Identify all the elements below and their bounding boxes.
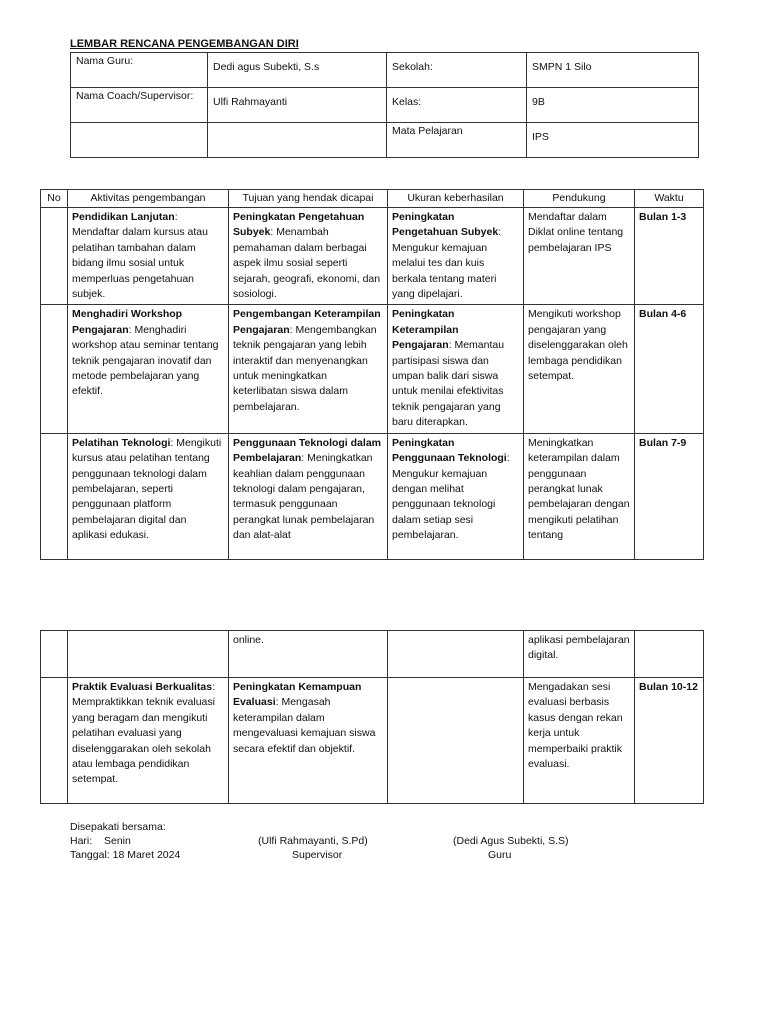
tanggal-text: Tanggal: 18 Maret 2024 bbox=[70, 849, 181, 861]
header-row bbox=[41, 190, 704, 208]
hari-value: Senin bbox=[104, 835, 131, 847]
plan-table-continued bbox=[40, 630, 704, 804]
tujuan-title: Penggunaan Teknologi dalam Pembelajaran bbox=[233, 436, 381, 465]
header-ukuran: Ukuran keberhasilan bbox=[388, 190, 524, 208]
ukuran-cell bbox=[388, 631, 524, 678]
empty-cell bbox=[71, 123, 208, 158]
waktu-cell: Bulan 4-6 bbox=[635, 305, 704, 433]
aktivitas-title: Menghadiri Workshop Pengajaran bbox=[72, 308, 183, 336]
row-no bbox=[41, 631, 68, 678]
aktivitas-cell bbox=[68, 631, 229, 678]
table-row bbox=[41, 208, 704, 305]
table-row bbox=[41, 305, 704, 433]
aktivitas-cell: Pendidikan Lanjutan: Mendaftar dalam kursus atau pelatihan tambahan dalam bidang ilmu sosial untuk memperluas pengetahuan subjek. bbox=[68, 208, 229, 305]
tujuan-cell: Peningkatan Kemampuan Evaluasi: Mengasah keterampilan dalam mengevaluasi kemajuan siswa secara efektif dan objektif. bbox=[229, 678, 388, 804]
guru-role: Guru bbox=[488, 849, 512, 861]
tujuan-cell: Peningkatan Pengetahuan Subyek: Menambah pemahaman dalam berbagai aspek ilmu sosial seperti sejarah, geografi, ekonomi, dan sosiologi. bbox=[229, 208, 388, 305]
header-waktu: Waktu bbox=[635, 190, 704, 208]
tujuan-title: Pengembangan Keterampilan Pengajaran bbox=[233, 308, 381, 336]
info-row-coach bbox=[71, 88, 699, 123]
pendukung-cell: Mengikuti workshop pengajaran yang diselenggarakan oleh lembaga pendidikan setempat. bbox=[524, 305, 635, 433]
aktivitas-title: Pelatihan Teknologi bbox=[72, 436, 171, 449]
kelas-label: Kelas: bbox=[387, 88, 527, 123]
aktivitas-title: Praktik Evaluasi Berkualitas bbox=[72, 681, 213, 693]
waktu-cell bbox=[635, 631, 704, 678]
tujuan-cell: Pengembangan Keterampilan Pengajaran: Mengembangkan teknik pengajaran yang lebih interaktif dan menyenangkan untuk meningkatkan keterlibatan siswa dalam pembelajaran. bbox=[229, 305, 388, 433]
header-aktivitas: Aktivitas pengembangan bbox=[68, 190, 229, 208]
coach-label: Nama Coach/Supervisor: bbox=[71, 88, 208, 123]
ukuran-text: Mengukur kemajuan melalui tes dan kuis berkala tentang materi yang dipelajari. bbox=[392, 241, 497, 301]
ukuran-title: Peningkatan Keterampilan Pengajaran bbox=[392, 308, 459, 352]
table-row bbox=[41, 433, 704, 559]
guru-name: (Dedi Agus Subekti, S.S) bbox=[453, 835, 569, 847]
tujuan-text: Menambah pemahaman dalam berbagai aspek ilmu sosial seperti sejarah, geografi, ekonomi, dan sosiologi. bbox=[233, 226, 381, 301]
supervisor-name: (Ulfi Rahmayanti, S.Pd) bbox=[258, 835, 368, 847]
ukuran-text: Mengukur kemajuan dengan melihat penggunaan teknologi dalam setiap sesi pembelajaran. bbox=[392, 467, 496, 542]
ukuran-title: Peningkatan Pengetahuan Subyek bbox=[392, 211, 499, 239]
aktivitas-cell: Menghadiri Workshop Pengajaran: Menghadiri workshop atau seminar tentang teknik pengajaran inovatif dan metode pembelajaran yang efektif. bbox=[68, 305, 229, 433]
pendukung-cell: Meningkatkan keterampilan dalam penggunaan perangkat lunak pembelajaran dengan mengikuti pelatihan tentang bbox=[524, 433, 635, 559]
ukuran-cell: Peningkatan Keterampilan Pengajaran: Memantau partisipasi siswa dan umpan balik dari siswa untuk menilai efektivitas teknik pengajaran yang baru diterapkan. bbox=[388, 305, 524, 433]
info-row-guru bbox=[71, 53, 699, 88]
sekolah-label: Sekolah: bbox=[387, 53, 527, 88]
ukuran-cell: Peningkatan Penggunaan Teknologi: Mengukur kemajuan dengan melihat penggunaan teknologi dalam setiap sesi pembelajaran. bbox=[388, 433, 524, 559]
table-row bbox=[41, 678, 704, 804]
supervisor-role: Supervisor bbox=[292, 849, 343, 861]
sekolah-value: SMPN 1 Silo bbox=[527, 53, 699, 88]
row-no bbox=[41, 208, 68, 305]
header-pendukung: Pendukung bbox=[524, 190, 635, 208]
aktivitas-cell: Pelatihan Teknologi: Mengikuti kursus atau pelatihan tentang penggunaan teknologi dalam pembelajaran, seperti penggunaan platform pembelajaran digital dan aplikasi edukasi. bbox=[68, 433, 229, 559]
ukuran-text: Memantau partisipasi siswa dan umpan balik dari siswa untuk menilai efektivitas teknik pengajaran yang baru diterapkan. bbox=[392, 339, 505, 429]
aktivitas-text: Mempraktikkan teknik evaluasi yang beragam dan mengikuti pelatihan evaluasi yang diselenggarakan oleh sekolah atau lembaga pendidikan setempat. bbox=[72, 696, 215, 786]
aktivitas-text: Menghadiri workshop atau seminar tentang teknik pengajaran inovatif dan metode pembelajaran yang efektif. bbox=[72, 323, 219, 398]
agreement-label: Disepakati bersama: bbox=[70, 821, 166, 833]
ukuran-cell: Peningkatan Pengetahuan Subyek: Mengukur kemajuan melalui tes dan kuis berkala tentang materi yang dipelajari. bbox=[388, 208, 524, 305]
pendukung-cell: aplikasi pembelajaran digital. bbox=[524, 631, 635, 678]
guru-label: Nama Guru: bbox=[71, 53, 208, 88]
guru-value: Dedi agus Subekti, S.s bbox=[208, 53, 387, 88]
kelas-value: 9B bbox=[527, 88, 699, 123]
aktivitas-text: Mengikuti kursus atau pelatihan tentang penggunaan teknologi dalam pembelajaran, seperti penggunaan platform pembelajaran digital dan aplikasi edukasi. bbox=[72, 436, 222, 542]
tujuan-text: Mengembangkan teknik pengajaran yang lebih interaktif dan menyenangkan untuk meningkatkan keterlibatan siswa dalam pembelajaran. bbox=[233, 323, 377, 413]
header-no: No bbox=[41, 190, 68, 208]
aktivitas-cell: Praktik Evaluasi Berkualitas: Mempraktikkan teknik evaluasi yang beragam dan mengikuti pelatihan evaluasi yang diselenggarakan oleh sekolah atau lembaga pendidikan setempat. bbox=[68, 678, 229, 804]
tujuan-text: Mengasah keterampilan dalam mengevaluasi kemajuan siswa secara efektif dan objektif. bbox=[233, 696, 376, 755]
header-tujuan: Tujuan yang hendak dicapai bbox=[229, 190, 388, 208]
tujuan-cell: online. bbox=[229, 631, 388, 678]
empty-cell bbox=[208, 123, 387, 158]
tujuan-title: Peningkatan Kemampuan Evaluasi bbox=[233, 681, 362, 709]
coach-value: Ulfi Rahmayanti bbox=[208, 88, 387, 123]
waktu-cell: Bulan 10-12 bbox=[635, 678, 704, 804]
tujuan-text: Meningkatkan keahlian dalam penggunaan teknologi dalam pengajaran, termasuk penggunaan perangkat lunak pembelajaran dan alat-alat bbox=[233, 452, 375, 542]
row-no bbox=[41, 305, 68, 433]
info-table bbox=[70, 52, 699, 158]
aktivitas-title: Pendidikan Lanjutan bbox=[72, 211, 175, 223]
table-row bbox=[41, 631, 704, 678]
tujuan-title: Peningkatan Pengetahuan Subyek bbox=[233, 211, 365, 239]
mapel-label: Mata Pelajaran bbox=[387, 123, 527, 158]
document-title: LEMBAR RENCANA PENGEMBANGAN DIRI bbox=[70, 38, 299, 50]
pendukung-cell: Mendaftar dalam Diklat online tentang pembelajaran IPS bbox=[524, 208, 635, 305]
tujuan-cell: Penggunaan Teknologi dalam Pembelajaran: Meningkatkan keahlian dalam penggunaan teknologi dalam pengajaran, termasuk penggunaan perangkat lunak pembelajaran dan alat-alat bbox=[229, 433, 388, 559]
ukuran-cell bbox=[388, 678, 524, 804]
row-no bbox=[41, 433, 68, 559]
ukuran-title: Peningkatan Penggunaan Teknologi bbox=[392, 436, 507, 465]
aktivitas-text: Mendaftar dalam kursus atau pelatihan tambahan dalam bidang ilmu sosial untuk memperluas pengetahuan subjek. bbox=[72, 226, 208, 301]
hari-label: Hari: bbox=[70, 835, 93, 847]
mapel-value: IPS bbox=[527, 123, 699, 158]
waktu-cell: Bulan 1-3 bbox=[635, 208, 704, 305]
row-no bbox=[41, 678, 68, 804]
info-row-mapel bbox=[71, 123, 699, 158]
pendukung-cell: Mengadakan sesi evaluasi berbasis kasus dengan rekan kerja untuk memperbaiki praktik evaluasi. bbox=[524, 678, 635, 804]
waktu-cell: Bulan 7-9 bbox=[635, 433, 704, 559]
plan-table bbox=[40, 189, 704, 560]
